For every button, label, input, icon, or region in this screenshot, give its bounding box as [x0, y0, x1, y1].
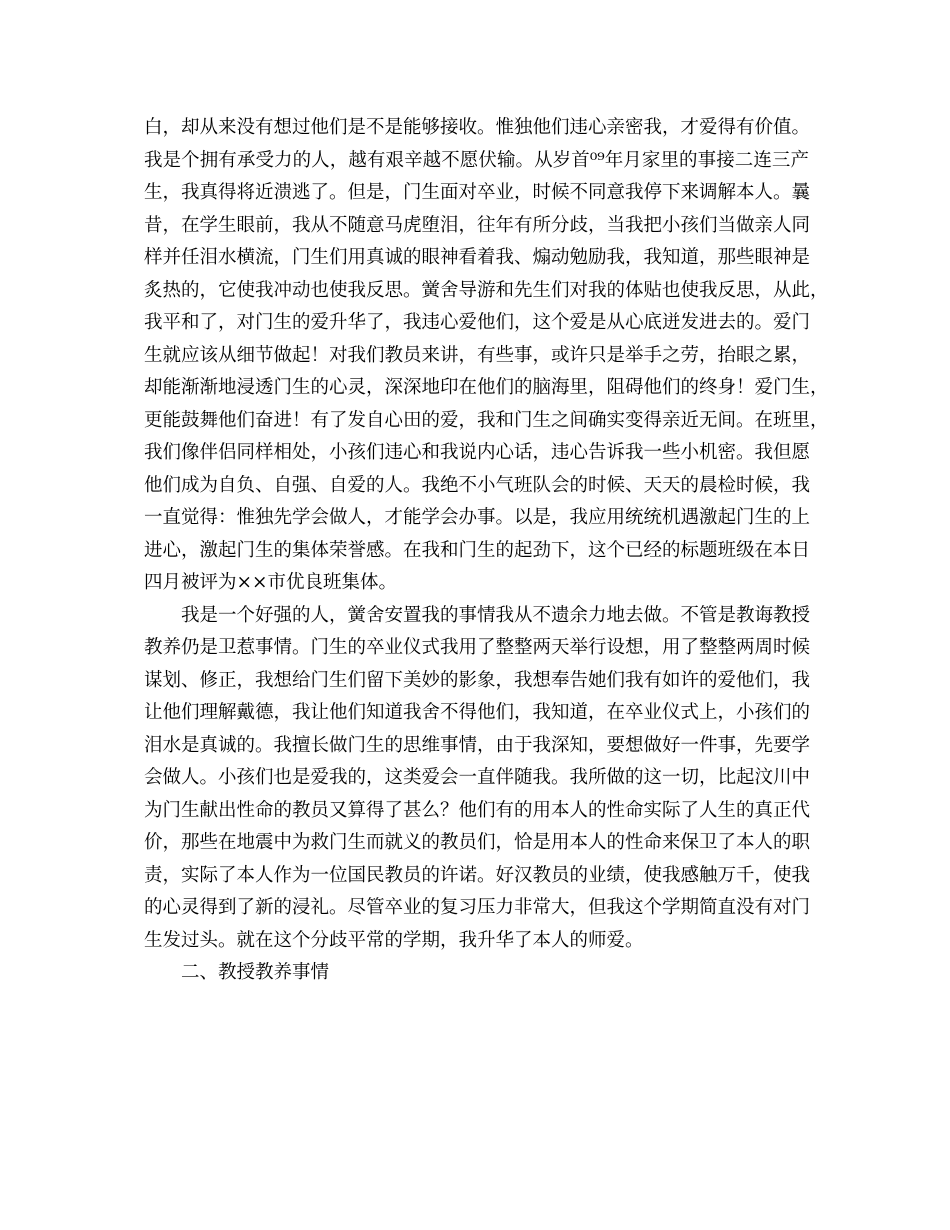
text-line: 教养仍是卫惹事情。门生的卒业仪式我用了整整两天举行设想，用了整整两周时候: [144, 637, 811, 658]
text-line: 却能渐渐地浸透门生的心灵，深深地印在他们的脑海里，阻碍他们的终身！爱门生，: [144, 377, 829, 398]
text-line: 责，实际了本人作为一位国民教员的许诺。好汉教员的业绩，使我感触万千，使我: [144, 864, 811, 886]
text-line: 一直觉得：惟独先学会做人，才能学会办事。以是，我应用统统机遇激起门生的上: [144, 507, 811, 528]
section-heading: [144, 957, 809, 990]
text-line: 炙热的，它使我冲动也使我反思。黉舍导游和先生们对我的体贴也使我反思，从此，: [144, 279, 829, 301]
text-line: 进心，激起门生的集体荣誉感。在我和门生的起劲下，这个已经的标题班级在本日: [144, 539, 811, 561]
text-line: 我是一个好强的人，黉舍安置我的事情我从不遗余力地去做。不管是教诲教授: [181, 604, 811, 626]
text-line: 泪水是真诚的。我擅长做门生的思维事情，由于我深知，要想做好一件事，先要学: [144, 734, 811, 756]
text-line: 白，却从来没有想过他们是不是能够接收。惟独他们违心亲密我，才爱得有价值。: [144, 117, 811, 138]
text-line: 的心灵得到了新的浸礼。尽管卒业的复习压力非常大，但我这个学期简直没有对门: [144, 897, 811, 918]
paragraph-2: [144, 600, 809, 958]
text-line: 谋划、修正，我想给门生们留下美妙的影象，我想奉告她们我有如许的爱他们，我: [144, 669, 811, 691]
text-line: 更能鼓舞他们奋进！有了发自心田的爱，我和门生之间确实变得亲近无间。在班里，: [144, 409, 829, 431]
text-line: 生发过头。就在这个分歧平常的学期，我升华了本人的师爱。: [144, 929, 644, 951]
text-line: 会做人。小孩们也是爱我的，这类爱会一直伴随我。我所做的这一切，比起汶川中: [144, 767, 811, 788]
document-body: [144, 112, 829, 990]
heading-text: 二、教授教养事情: [181, 962, 330, 983]
text-line: 让他们理解戴德，我让他们知道我舍不得他们，我知道，在卒业仪式上，小孩们的: [144, 702, 811, 723]
text-line: 生就应该从细节做起！对我们教员来讲，有些事，或许只是举手之劳，抬眼之累，: [144, 344, 811, 366]
text-line: 样并任泪水横流，门生们用真诚的眼神看着我、煽动勉励我，我知道，那些眼神是: [144, 247, 811, 268]
text-line: 昔，在学生眼前，我从不随意马虎堕泪，往年有所分歧，当我把小孩们当做亲人同: [144, 214, 811, 236]
text-line: 我平和了，对门生的爱升华了，我违心爱他们，这个爱是从心底迸发进去的。爱门: [144, 312, 811, 333]
text-line: 他们成为自负、自强、自爱的人。我绝不小气班队会的时候、天天的晨检时候，我: [144, 474, 811, 496]
text-line: 为门生献出性命的教员又算得了甚么？他们有的用本人的性命实际了人生的真正代: [144, 799, 811, 821]
paragraph-1: [144, 112, 829, 600]
text-line: 我是个拥有承受力的人，越有艰辛越不愿伏输。从岁首⁰⁹年月家里的事接二连三产: [144, 149, 809, 171]
text-line: 生，我真得将近溃逃了。但是，门生面对卒业，时候不同意我停下来调解本人。曩: [144, 182, 811, 203]
text-line: 价，那些在地震中为救门生而就义的教员们，恰是用本人的性命来保卫了本人的职: [144, 832, 811, 853]
text-line: 四月被评为××市优良班集体。: [144, 572, 398, 593]
text-line: 我们像伴侣同样相处，小孩们违心和我说内心话，违心告诉我一些小机密。我但愿: [144, 442, 811, 463]
